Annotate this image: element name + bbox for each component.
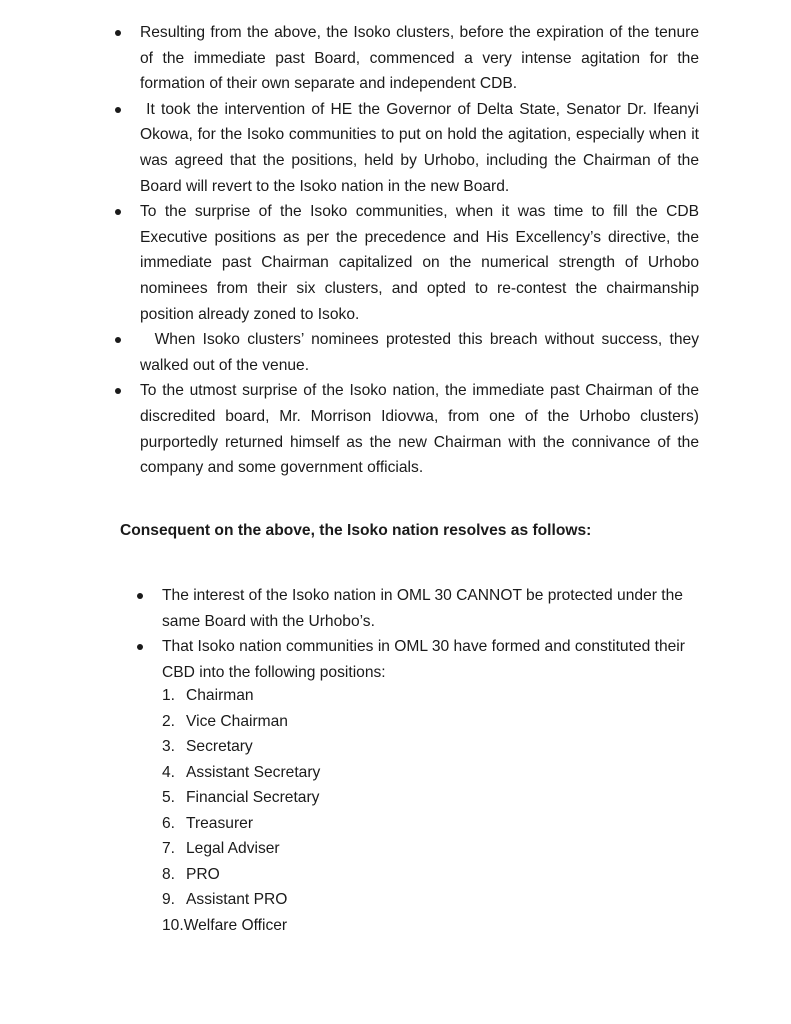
resolution-bullet-list (135, 583, 699, 685)
position-item (162, 887, 320, 913)
position-label: Secretary (186, 738, 253, 755)
position-item (162, 913, 320, 939)
bullet-item (135, 583, 699, 634)
position-number: 4. (162, 763, 176, 781)
bullet-item (113, 327, 699, 378)
position-label: PRO (186, 865, 220, 883)
position-number: 7. (162, 840, 176, 857)
position-item (162, 862, 320, 888)
positions-list (162, 683, 320, 938)
position-item (162, 785, 320, 811)
position-item (162, 760, 320, 786)
bullet-item (113, 20, 699, 97)
position-label: Legal Adviser (186, 840, 280, 857)
position-number: 2. (162, 712, 176, 730)
bullet-text: When Isoko clusters’ nominees protested this breach without success, they walked out of the venue. (140, 331, 699, 374)
position-label: Welfare Officer (183, 916, 288, 934)
bullet-text: That Isoko nation communities in OML 30 have formed and constituted their CBD into the following positions: (162, 638, 685, 681)
position-number: 6. (162, 814, 176, 832)
bullet-text: To the utmost surprise of the Isoko nation, the immediate past Chairman of the discredited board, Mr. Morrison Idiovwa, from one of the Urhobo clusters) purportedly returned himself as the new Chairman with the connivance of the company and some government officials. (140, 382, 699, 477)
resolution-heading: Consequent on the above, the Isoko nation resolves as follows: (120, 522, 592, 539)
bullet-text: To the surprise of the Isoko communities, when it was time to fill the CDB Executive positions as per the precedence and His Excellency’s directive, the immediate past Chairman capitalized on the numerical strength of Urhobo nominees from their six clusters, and opted to re-contest the chairmanship position already zoned to Isoko. (140, 203, 699, 323)
position-number: 8. (162, 865, 176, 883)
position-item (162, 683, 320, 709)
position-label: Treasurer (186, 814, 254, 832)
position-number: 5. (162, 789, 176, 806)
position-label: Chairman (186, 687, 254, 704)
bullet-item (113, 199, 699, 327)
position-number: 1. (162, 687, 176, 704)
bullet-text: It took the intervention of HE the Governor of Delta State, Senator Dr. Ifeanyi Okowa, for the Isoko communities to put on hold the agitation, especially when it was agreed that the positions, held by Urhobo, including the Chairman of the Board will revert to the Isoko nation in the new Board. (140, 100, 699, 195)
bullet-item (113, 97, 699, 199)
bullet-item (113, 378, 699, 480)
position-label: Assistant PRO (186, 891, 288, 908)
position-item (162, 709, 320, 735)
background-bullet-list (113, 20, 699, 481)
position-number: 10. (162, 916, 184, 934)
position-item (162, 836, 320, 862)
position-label: Vice Chairman (186, 712, 288, 730)
bullet-item (135, 634, 699, 685)
bullet-text: The interest of the Isoko nation in OML 30 CANNOT be protected under the same Board with the Urhobo’s. (162, 587, 683, 630)
position-item (162, 811, 320, 837)
bullet-text: Resulting from the above, the Isoko clusters, before the expiration of the tenure of the immediate past Board, commenced a very intense agitation for the formation of their own separate and independent CDB. (140, 24, 699, 93)
position-item (162, 734, 320, 760)
position-number: 3. (162, 738, 176, 755)
position-label: Assistant Secretary (186, 763, 321, 781)
position-number: 9. (162, 891, 176, 908)
position-label: Financial Secretary (186, 789, 320, 806)
